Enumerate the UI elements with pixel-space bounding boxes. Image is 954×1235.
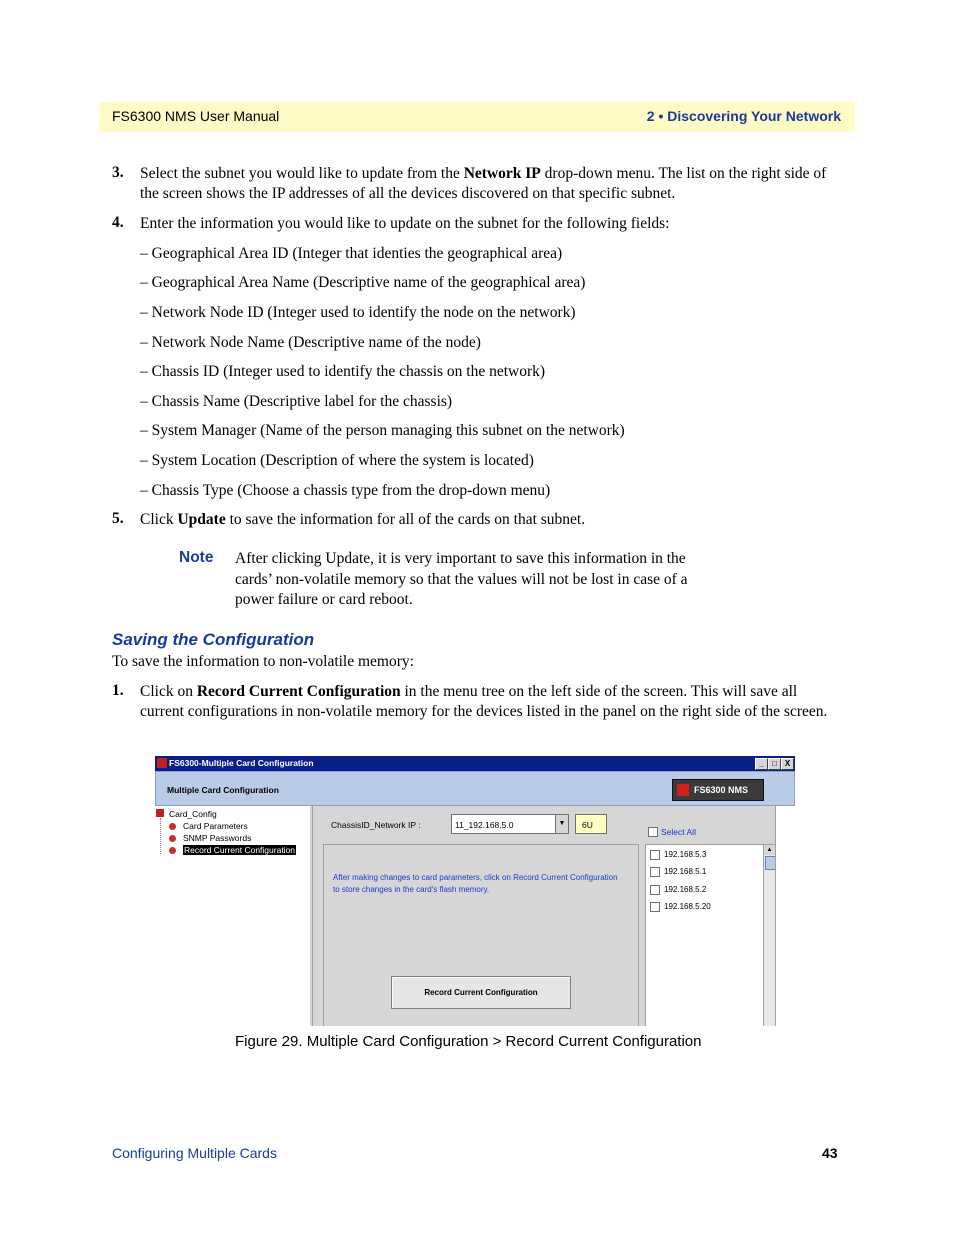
field-list-item: – Chassis Name (Descriptive label for the chassis) bbox=[140, 393, 453, 410]
banner-title: Multiple Card Configuration bbox=[167, 785, 279, 795]
app-banner bbox=[155, 771, 795, 806]
dropdown-arrow-icon[interactable]: ▼ bbox=[555, 814, 569, 834]
step-text: Click Update to save the information for all of the cards on that subnet. bbox=[140, 511, 586, 528]
page-number: 43 bbox=[822, 1145, 838, 1161]
ip-checkbox[interactable] bbox=[650, 885, 660, 895]
maximize-button[interactable]: □ bbox=[768, 758, 781, 770]
leaf-icon bbox=[169, 823, 176, 830]
field-list-item: – Network Node ID (Integer used to identify the node on the network) bbox=[140, 304, 576, 321]
figure-caption: Figure 29. Multiple Card Configuration > Record Current Configuration bbox=[235, 1033, 702, 1050]
select-all-checkbox[interactable] bbox=[648, 827, 658, 837]
screenshot-figure bbox=[155, 756, 795, 1026]
scroll-up-icon[interactable]: ▲ bbox=[764, 845, 775, 855]
app-icon bbox=[157, 758, 167, 768]
select-all-label: Select All bbox=[661, 827, 696, 837]
step-number: 1. bbox=[112, 682, 124, 699]
step-number: 4. bbox=[112, 214, 124, 231]
logo-text: FS6300 NMS bbox=[694, 785, 749, 795]
message-box bbox=[323, 844, 639, 1026]
field-list-item: – Geographical Area Name (Descriptive name of the geographical area) bbox=[140, 274, 586, 291]
field-list-item: – Chassis ID (Integer used to identify the chassis on the network) bbox=[140, 363, 546, 380]
record-current-configuration-button[interactable]: Record Current Configuration bbox=[391, 976, 571, 1009]
panel-edge bbox=[775, 806, 795, 1026]
manual-title: FS6300 NMS User Manual bbox=[112, 108, 280, 124]
logo-mark-icon bbox=[677, 784, 689, 796]
window-titlebar bbox=[155, 756, 795, 771]
note-text: After clicking Update, it is very important to save this information in the cards’ non-volatile memory so that the values will not be lost in case of a power failure or card reboot. bbox=[235, 550, 688, 608]
ip-checkbox[interactable] bbox=[650, 902, 660, 912]
ip-list: 192.168.5.3 192.168.5.1 192.168.5.2 192.168.5.20 bbox=[645, 844, 765, 1026]
instruction-message: After making changes to card parameters, click on Record Current Configuration to store changes in the card's flash memory. bbox=[333, 873, 618, 894]
chassis-type-field: 6U bbox=[575, 814, 607, 834]
field-list-item: – Chassis Type (Choose a chassis type from the drop-down menu) bbox=[140, 482, 551, 499]
field-list-item: – Geographical Area ID (Integer that identies the geographical area) bbox=[140, 245, 563, 262]
tree-item-snmp-passwords[interactable]: SNMP Passwords bbox=[183, 833, 252, 843]
note-label: Note bbox=[179, 549, 214, 566]
field-list-item: – System Manager (Name of the person managing this subnet on the network) bbox=[140, 422, 625, 439]
tree-line bbox=[160, 818, 162, 854]
menu-tree bbox=[155, 806, 310, 1026]
step-text: Click on Record Current Configuration in the menu tree on the left side of the screen. This will save all current configurations in non-volatile memory for the devices listed in the panel on the right side of the screen. bbox=[140, 683, 828, 720]
step-number: 3. bbox=[112, 164, 124, 181]
window-title: FS6300-Multiple Card Configuration bbox=[169, 758, 314, 768]
network-ip-label: ChassisID_Network IP : bbox=[331, 820, 421, 830]
close-button[interactable]: X bbox=[781, 758, 794, 770]
chapter-title: 2 • Discovering Your Network bbox=[646, 108, 841, 124]
step-number: 5. bbox=[112, 510, 124, 527]
folder-icon bbox=[156, 809, 164, 817]
tree-root[interactable]: Card_Config bbox=[169, 809, 217, 819]
minimize-button[interactable]: _ bbox=[755, 758, 768, 770]
running-header bbox=[99, 102, 855, 132]
product-logo bbox=[672, 779, 764, 801]
leaf-icon bbox=[169, 835, 176, 842]
network-ip-select[interactable]: 11_192.168.5.0 bbox=[451, 814, 557, 834]
step-text: Enter the information you would like to update on the subnet for the following fields: bbox=[140, 215, 670, 232]
ip-checkbox[interactable] bbox=[650, 867, 660, 877]
tree-item-card-parameters[interactable]: Card Parameters bbox=[183, 821, 248, 831]
footer-section: Configuring Multiple Cards bbox=[112, 1145, 277, 1161]
field-list-item: – System Location (Description of where the system is located) bbox=[140, 452, 534, 469]
config-panel bbox=[312, 806, 795, 1026]
section-intro: To save the information to non-volatile memory: bbox=[112, 653, 414, 670]
ip-checkbox[interactable] bbox=[650, 850, 660, 860]
leaf-icon bbox=[169, 847, 176, 854]
tree-item-record-current-configuration[interactable]: Record Current Configuration bbox=[184, 845, 296, 855]
field-list-item: – Network Node Name (Descriptive name of the node) bbox=[140, 334, 481, 351]
step-text: Select the subnet you would like to update from the Network IP drop-down menu. The list on the right side of the screen shows the IP addresses of all the devices discovered on that specific subnet. bbox=[140, 165, 827, 202]
section-title: Saving the Configuration bbox=[112, 630, 315, 649]
